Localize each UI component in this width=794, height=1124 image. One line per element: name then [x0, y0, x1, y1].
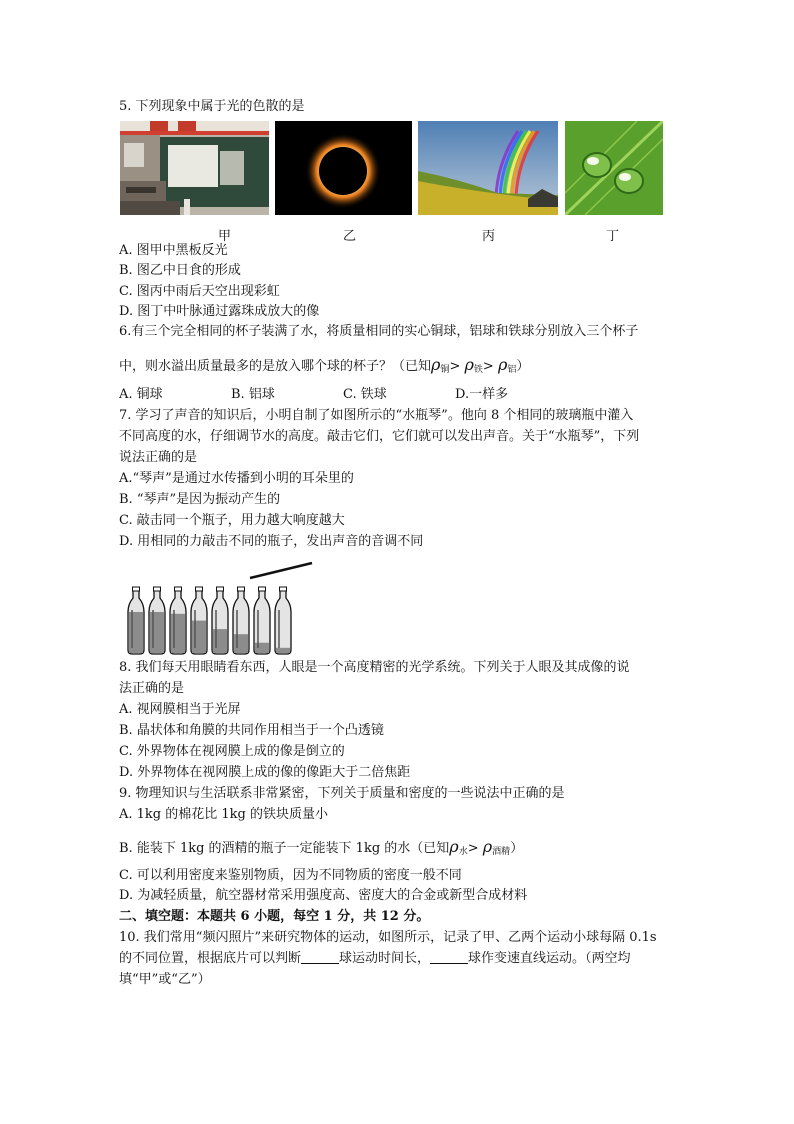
bottle: [254, 587, 270, 654]
bottle: [128, 587, 144, 654]
q6-options: [119, 386, 508, 404]
bottle-cap: [175, 587, 182, 591]
bottle-water: [213, 629, 227, 653]
q9-option-a: A. 1kg 的棉花比 1kg 的铁块质量小: [119, 807, 328, 822]
caption-bing: 丙: [482, 229, 496, 244]
water-bottles-figure: [122, 560, 322, 660]
q7-stem-line3: 说法正确的是: [119, 450, 198, 465]
photo-jia-classroom: [120, 121, 269, 215]
q6-stem-line1: 6.有三个完全相同的杯子装满了水，将质量相同的实心铜球，铝球和铁球分别放入三个杯子: [119, 324, 639, 339]
q8-option-b: B. 晶状体和角膜的共同作用相当于一个凸透镜: [119, 723, 384, 738]
q7-stem-line2: 不同高度的水，仔细调节水的高度。敲击它们，它们就可以发出声音。关于“水瓶琴”，下列: [119, 429, 640, 444]
caption-jia: 甲: [218, 229, 232, 244]
q9-option-b: B. 能装下 1kg 的酒精的瓶子一定能装下 1kg 的水（已知$\rho_水> \rho_{酒精}$）: [119, 837, 524, 857]
q7-option-d: D. 用相同的力敲击不同的瓶子，发出声音的音调不同: [119, 534, 424, 549]
bottle: [191, 587, 207, 654]
q8-stem-line1: 8. 我们每天用眼睛看东西，人眼是一个高度精密的光学系统。下列关于人眼及其成像的说: [119, 660, 630, 675]
q8-option-c: C. 外界物体在视网膜上成的像是倒立的: [119, 744, 345, 759]
q6-option-b: B. 铝球: [231, 387, 275, 402]
bottle-water: [234, 634, 248, 653]
bottle-cap: [133, 587, 140, 591]
q10-blank-1[interactable]: [301, 951, 339, 964]
q9-option-c: C. 可以利用密度来鉴别物质，因为不同物质的密度一般不同: [119, 868, 462, 883]
bottle: [233, 587, 249, 654]
bottle-water: [276, 648, 290, 653]
bottle: [149, 587, 165, 654]
bottle-water: [150, 612, 164, 653]
q7-option-c: C. 敲击同一个瓶子，用力越大响度越大: [119, 513, 345, 528]
mallet-stick: [250, 563, 312, 578]
bottle-water: [129, 612, 143, 653]
bottle-cap: [238, 587, 245, 591]
q7-option-b: B. “琴声”是因为振动产生的: [119, 492, 281, 507]
photo-ding-dewdrops: [565, 121, 663, 215]
bottle-cap: [217, 587, 224, 591]
bottle-cap: [280, 587, 287, 591]
photo-bing-rainbow: [418, 121, 558, 215]
q10-blank-2[interactable]: [430, 951, 468, 964]
section-2-title: 二、填空题：本题共 6 小题，每空 1 分，共 12 分。: [119, 909, 430, 924]
q8-option-a: A. 视网膜相当于光屏: [119, 702, 241, 717]
q5-stem: 5. 下列现象中属于光的色散的是: [119, 99, 305, 114]
q8-stem-line2: 法正确的是: [119, 681, 185, 696]
bottle: [275, 587, 291, 654]
q9-option-d: D. 为减轻质量，航空器材常采用强度高、密度大的合金或新型合成材料: [119, 888, 528, 903]
bottle-cap: [259, 587, 266, 591]
q5-option-c: C. 图丙中雨后天空出现彩虹: [119, 284, 280, 299]
photo-yi-eclipse: [275, 121, 412, 215]
q6-option-a: A. 铜球: [119, 387, 163, 402]
caption-ding: 丁: [606, 229, 620, 244]
bottle-cap: [154, 587, 161, 591]
q10-line2: 的不同位置，根据底片可以判断 球运动时间长， 球作变速直线运动。（两空均: [119, 951, 631, 966]
bottle-water: [171, 614, 185, 653]
q5-option-a: A. 图甲中黑板反光: [119, 243, 228, 258]
bottle: [212, 587, 228, 654]
q7-stem-line1: 7. 学习了声音的知识后，小明自制了如图所示的“水瓶琴”。他向 8 个相同的玻璃瓶中灌入: [119, 408, 634, 423]
q6-option-c: C. 铁球: [343, 387, 387, 402]
q9-stem: 9. 物理知识与生活联系非常紧密，下列关于质量和密度的一些说法中正确的是: [119, 786, 565, 801]
q8-option-d: D. 外界物体在视网膜上成的像的像距大于二倍焦距: [119, 765, 411, 780]
q5-option-b: B. 图乙中日食的形成: [119, 263, 241, 278]
bottle-cap: [196, 587, 203, 591]
q6-option-d: D.一样多: [455, 387, 509, 402]
q6-stem-line2: 中，则水溢出质量最多的是放入哪个球的杯子？（已知$\rho_铜> \rho_铁> \rho_铝$）: [119, 355, 530, 375]
bottle-water: [192, 621, 206, 653]
q10-line3: 填“甲”或“乙”）: [119, 972, 211, 987]
caption-yi: 乙: [343, 229, 357, 244]
q10-line1: 10. 我们常用“频闪照片”来研究物体的运动，如图所示，记录了甲、乙两个运动小球每隔 0.1s: [119, 930, 657, 945]
bottle: [170, 587, 186, 654]
q5-option-d: D. 图丁中叶脉通过露珠成放大的像: [119, 304, 320, 319]
q7-option-a: A.“琴声”是通过水传播到小明的耳朵里的: [119, 471, 354, 486]
bottle-water: [255, 643, 269, 653]
